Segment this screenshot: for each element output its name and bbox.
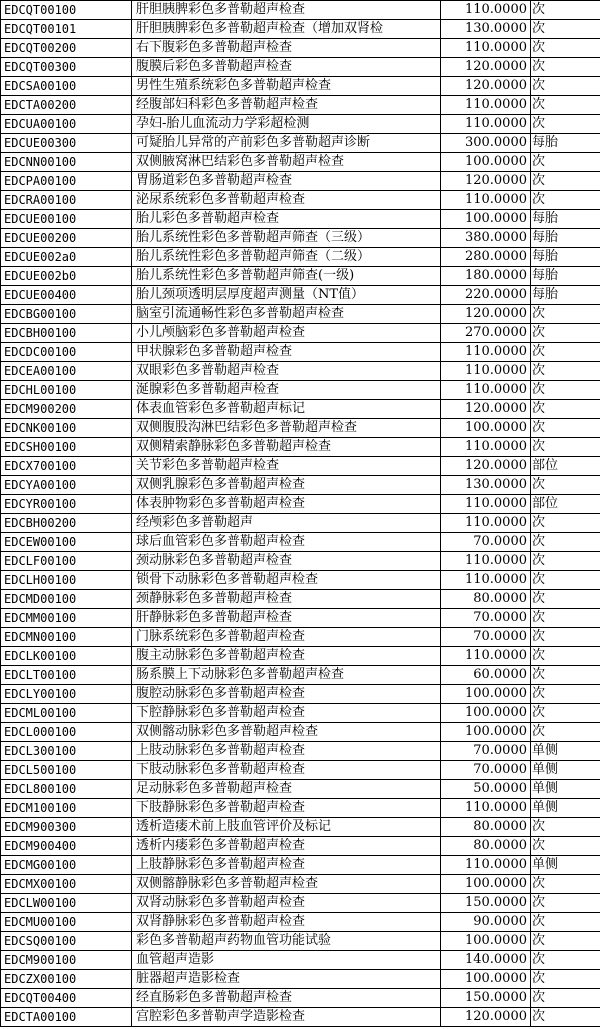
item-name-cell: 双侧乳腺彩色多普勒超声检查 [132, 476, 441, 495]
item-unit-cell: 每胎 [531, 248, 600, 267]
table-row [1, 552, 600, 571]
item-unit-cell: 次 [531, 39, 600, 58]
item-code-cell: EDCTA00100 [1, 1008, 132, 1027]
table-row [1, 894, 600, 913]
item-price-cell: 80.0000 [441, 818, 531, 837]
table-row [1, 1, 600, 20]
item-code-cell: EDCM900300 [1, 818, 132, 837]
item-unit-cell: 次 [531, 324, 600, 343]
item-unit-cell: 次 [531, 571, 600, 590]
item-price-cell: 120.0000 [441, 400, 531, 419]
item-price-cell: 100.0000 [441, 419, 531, 438]
item-unit-cell: 次 [531, 894, 600, 913]
table-row [1, 571, 600, 590]
item-name-cell: 胎儿系统性彩色多普勒超声筛查（三级） [132, 229, 441, 248]
table-row [1, 115, 600, 134]
item-price-cell: 60.0000 [441, 666, 531, 685]
item-name-cell: 宫腔彩色多普勒声学造影检查 [132, 1008, 441, 1027]
table-row [1, 58, 600, 77]
item-name-cell: 双侧精索静脉彩色多普勒超声检查 [132, 438, 441, 457]
item-price-cell: 110.0000 [441, 362, 531, 381]
item-code-cell: EDCSQ00100 [1, 932, 132, 951]
table-row [1, 818, 600, 837]
table-row [1, 191, 600, 210]
item-unit-cell: 次 [531, 58, 600, 77]
item-unit-cell: 次 [531, 172, 600, 191]
table-row [1, 400, 600, 419]
item-unit-cell: 每胎 [531, 134, 600, 153]
item-code-cell: EDCEA00100 [1, 362, 132, 381]
item-unit-cell: 次 [531, 153, 600, 172]
item-unit-cell: 次 [531, 115, 600, 134]
item-code-cell: EDCZX00100 [1, 970, 132, 989]
table-row [1, 951, 600, 970]
table-row [1, 989, 600, 1008]
item-unit-cell: 次 [531, 628, 600, 647]
item-name-cell: 彩色多普勒超声药物血管功能试验 [132, 932, 441, 951]
item-price-cell: 100.0000 [441, 875, 531, 894]
item-price-cell: 110.0000 [441, 514, 531, 533]
item-unit-cell: 次 [531, 20, 600, 39]
item-price-cell: 110.0000 [441, 115, 531, 134]
item-code-cell: EDCM900100 [1, 951, 132, 970]
item-price-cell: 100.0000 [441, 723, 531, 742]
item-unit-cell: 次 [531, 438, 600, 457]
item-code-cell: EDCMM00100 [1, 609, 132, 628]
table-row [1, 20, 600, 39]
item-code-cell: EDCMG00100 [1, 856, 132, 875]
item-price-cell: 110.0000 [441, 647, 531, 666]
item-unit-cell: 次 [531, 381, 600, 400]
item-unit-cell: 单侧 [531, 780, 600, 799]
table-row [1, 913, 600, 932]
item-price-cell: 120.0000 [441, 77, 531, 96]
item-name-cell: 胎儿颈项透明层厚度超声测量（NT值） [132, 286, 441, 305]
item-unit-cell: 次 [531, 932, 600, 951]
item-name-cell: 经直肠彩色多普勒超声检查 [132, 989, 441, 1008]
item-code-cell: EDCUE00400 [1, 286, 132, 305]
item-price-cell: 50.0000 [441, 780, 531, 799]
item-unit-cell: 次 [531, 1, 600, 20]
table-row [1, 590, 600, 609]
item-price-cell: 100.0000 [441, 704, 531, 723]
item-name-cell: 腹膜后彩色多普勒超声检查 [132, 58, 441, 77]
item-unit-cell: 部位 [531, 495, 600, 514]
table-row [1, 780, 600, 799]
item-unit-cell: 次 [531, 609, 600, 628]
table-row [1, 970, 600, 989]
item-code-cell: EDCSA00100 [1, 77, 132, 96]
item-price-cell: 70.0000 [441, 609, 531, 628]
item-price-cell: 110.0000 [441, 39, 531, 58]
item-unit-cell: 每胎 [531, 210, 600, 229]
item-name-cell: 血管超声造影 [132, 951, 441, 970]
item-name-cell: 腹主动脉彩色多普勒超声检查 [132, 647, 441, 666]
item-name-cell: 胎儿彩色多普勒超声检查 [132, 210, 441, 229]
item-code-cell: EDCUE00100 [1, 210, 132, 229]
item-code-cell: EDCX700100 [1, 457, 132, 476]
item-name-cell: 上肢动脉彩色多普勒超声检查 [132, 742, 441, 761]
item-code-cell: EDCRA00100 [1, 191, 132, 210]
item-code-cell: EDCM900200 [1, 400, 132, 419]
item-name-cell: 门脉系统彩色多普勒超声检查 [132, 628, 441, 647]
item-unit-cell: 次 [531, 590, 600, 609]
item-price-cell: 150.0000 [441, 989, 531, 1008]
item-code-cell: EDCUE00200 [1, 229, 132, 248]
item-name-cell: 肝静脉彩色多普勒超声检查 [132, 609, 441, 628]
item-price-cell: 120.0000 [441, 1008, 531, 1027]
item-unit-cell: 次 [531, 96, 600, 115]
item-code-cell: EDCLK00100 [1, 647, 132, 666]
item-price-cell: 280.0000 [441, 248, 531, 267]
table-row [1, 761, 600, 780]
item-unit-cell: 次 [531, 837, 600, 856]
item-code-cell: EDCBG00100 [1, 305, 132, 324]
item-code-cell: EDCUE002a0 [1, 248, 132, 267]
item-price-cell: 110.0000 [441, 552, 531, 571]
table-row [1, 799, 600, 818]
item-name-cell: 泌尿系统彩色多普勒超声检查 [132, 191, 441, 210]
item-unit-cell: 次 [531, 875, 600, 894]
table-row [1, 685, 600, 704]
item-unit-cell: 次 [531, 1008, 600, 1027]
item-code-cell: EDCTA00200 [1, 96, 132, 115]
table-row [1, 495, 600, 514]
item-name-cell: 胎儿系统性彩色多普勒超声筛查(一级) [132, 267, 441, 286]
item-price-cell: 100.0000 [441, 932, 531, 951]
table-row [1, 723, 600, 742]
table-row [1, 875, 600, 894]
table-row [1, 457, 600, 476]
item-unit-cell: 次 [531, 704, 600, 723]
table-row [1, 248, 600, 267]
item-code-cell: EDCQT00400 [1, 989, 132, 1008]
item-unit-cell: 次 [531, 818, 600, 837]
item-name-cell: 男性生殖系统彩色多普勒超声检查 [132, 77, 441, 96]
item-code-cell: EDCUE002b0 [1, 267, 132, 286]
item-name-cell: 脑室引流通畅性彩色多普勒超声检查 [132, 305, 441, 324]
item-name-cell: 上肢静脉彩色多普勒超声检查 [132, 856, 441, 875]
item-name-cell: 脏器超声造影检查 [132, 970, 441, 989]
item-name-cell: 关节彩色多普勒超声检查 [132, 457, 441, 476]
item-name-cell: 小儿颅脑彩色多普勒超声检查 [132, 324, 441, 343]
table-row [1, 609, 600, 628]
item-unit-cell: 每胎 [531, 267, 600, 286]
item-name-cell: 甲状腺彩色多普勒超声检查 [132, 343, 441, 362]
item-unit-cell: 次 [531, 77, 600, 96]
item-code-cell: EDCNN00100 [1, 153, 132, 172]
item-price-cell: 110.0000 [441, 1, 531, 20]
item-code-cell: EDCL500100 [1, 761, 132, 780]
item-price-cell: 270.0000 [441, 324, 531, 343]
item-name-cell: 可疑胎儿异常的产前彩色多普勒超声诊断 [132, 134, 441, 153]
table-row [1, 134, 600, 153]
table-row [1, 856, 600, 875]
table-row [1, 514, 600, 533]
table-row [1, 210, 600, 229]
item-price-cell: 70.0000 [441, 742, 531, 761]
item-code-cell: EDCML00100 [1, 704, 132, 723]
item-code-cell: EDCL800100 [1, 780, 132, 799]
item-price-cell: 140.0000 [441, 951, 531, 970]
item-unit-cell: 单侧 [531, 742, 600, 761]
table-row [1, 305, 600, 324]
table-row [1, 153, 600, 172]
item-name-cell: 双侧髂动脉彩色多普勒超声检查 [132, 723, 441, 742]
item-price-cell: 100.0000 [441, 153, 531, 172]
item-unit-cell: 次 [531, 970, 600, 989]
item-price-cell: 70.0000 [441, 533, 531, 552]
table-row [1, 704, 600, 723]
item-price-cell: 150.0000 [441, 894, 531, 913]
item-name-cell: 肝胆胰脾彩色多普勒超声检查（增加双肾检 [132, 20, 441, 39]
table-row [1, 324, 600, 343]
item-code-cell: EDCL000100 [1, 723, 132, 742]
table-row [1, 362, 600, 381]
item-code-cell: EDCM100100 [1, 799, 132, 818]
item-name-cell: 经腹部妇科彩色多普勒超声检查 [132, 96, 441, 115]
item-price-cell: 110.0000 [441, 571, 531, 590]
item-code-cell: EDCMX00100 [1, 875, 132, 894]
item-code-cell: EDCL300100 [1, 742, 132, 761]
item-code-cell: EDCNK00100 [1, 419, 132, 438]
item-code-cell: EDCPA00100 [1, 172, 132, 191]
item-unit-cell: 次 [531, 723, 600, 742]
table-row [1, 172, 600, 191]
item-code-cell: EDCLF00100 [1, 552, 132, 571]
item-price-cell: 110.0000 [441, 381, 531, 400]
item-name-cell: 颈静脉彩色多普勒超声检查 [132, 590, 441, 609]
item-price-cell: 70.0000 [441, 761, 531, 780]
item-unit-cell: 次 [531, 343, 600, 362]
item-unit-cell: 次 [531, 989, 600, 1008]
item-price-cell: 120.0000 [441, 172, 531, 191]
item-name-cell: 下腔静脉彩色多普勒超声检查 [132, 704, 441, 723]
table-row [1, 419, 600, 438]
item-name-cell: 双侧髂静脉彩色多普勒超声检查 [132, 875, 441, 894]
item-price-cell: 110.0000 [441, 343, 531, 362]
item-code-cell: EDCQT00300 [1, 58, 132, 77]
item-code-cell: EDCMU00100 [1, 913, 132, 932]
item-unit-cell: 次 [531, 685, 600, 704]
item-code-cell: EDCBH00100 [1, 324, 132, 343]
item-unit-cell: 每胎 [531, 229, 600, 248]
item-code-cell: EDCSH00100 [1, 438, 132, 457]
item-name-cell: 体表肿物彩色多普勒超声检查 [132, 495, 441, 514]
item-name-cell: 下肢动脉彩色多普勒超声检查 [132, 761, 441, 780]
table-row [1, 229, 600, 248]
item-code-cell: EDCLT00100 [1, 666, 132, 685]
item-code-cell: EDCBH00200 [1, 514, 132, 533]
item-name-cell: 体表血管彩色多普勒超声标记 [132, 400, 441, 419]
item-name-cell: 双肾静脉彩色多普勒超声检查 [132, 913, 441, 932]
item-unit-cell: 单侧 [531, 856, 600, 875]
item-code-cell: EDCLW00100 [1, 894, 132, 913]
item-price-cell: 110.0000 [441, 495, 531, 514]
table-row [1, 39, 600, 58]
item-name-cell: 经颅彩色多普勒超声 [132, 514, 441, 533]
item-name-cell: 孕妇-胎儿血流动力学彩超检测 [132, 115, 441, 134]
item-price-cell: 90.0000 [441, 913, 531, 932]
item-unit-cell: 次 [531, 666, 600, 685]
price-table-body [1, 1, 600, 1027]
item-name-cell: 胃肠道彩色多普勒超声检查 [132, 172, 441, 191]
item-code-cell: EDCUA00100 [1, 115, 132, 134]
item-unit-cell: 次 [531, 400, 600, 419]
item-unit-cell: 次 [531, 419, 600, 438]
item-unit-cell: 次 [531, 514, 600, 533]
table-row [1, 666, 600, 685]
item-price-cell: 80.0000 [441, 590, 531, 609]
item-unit-cell: 次 [531, 476, 600, 495]
item-code-cell: EDCYA00100 [1, 476, 132, 495]
item-price-cell: 100.0000 [441, 970, 531, 989]
item-name-cell: 双侧腹股沟淋巴结彩色多普勒超声检查 [132, 419, 441, 438]
item-price-cell: 130.0000 [441, 20, 531, 39]
item-code-cell: EDCHL00100 [1, 381, 132, 400]
item-name-cell: 透析内瘘彩色多普勒超声检查 [132, 837, 441, 856]
item-unit-cell: 次 [531, 362, 600, 381]
item-unit-cell: 次 [531, 552, 600, 571]
item-name-cell: 涎腺彩色多普勒超声检查 [132, 381, 441, 400]
item-name-cell: 肝胆胰脾彩色多普勒超声检查 [132, 1, 441, 20]
item-name-cell: 肠系膜上下动脉彩色多普勒超声检查 [132, 666, 441, 685]
table-row [1, 77, 600, 96]
item-name-cell: 球后血管彩色多普勒超声检查 [132, 533, 441, 552]
item-code-cell: EDCMD00100 [1, 590, 132, 609]
item-name-cell: 透析造瘘术前上肢血管评价及标记 [132, 818, 441, 837]
item-name-cell: 双眼彩色多普勒超声检查 [132, 362, 441, 381]
table-row [1, 533, 600, 552]
item-name-cell: 双肾动脉彩色多普勒超声检查 [132, 894, 441, 913]
item-price-cell: 110.0000 [441, 799, 531, 818]
item-price-cell: 110.0000 [441, 438, 531, 457]
item-unit-cell: 部位 [531, 457, 600, 476]
table-row [1, 1008, 600, 1027]
item-price-cell: 120.0000 [441, 58, 531, 77]
item-code-cell: EDCLY00100 [1, 685, 132, 704]
item-code-cell: EDCQT00101 [1, 20, 132, 39]
item-unit-cell: 次 [531, 191, 600, 210]
item-unit-cell: 次 [531, 951, 600, 970]
item-code-cell: EDCQT00200 [1, 39, 132, 58]
item-price-cell: 110.0000 [441, 856, 531, 875]
item-name-cell: 锁骨下动脉彩色多普勒超声检查 [132, 571, 441, 590]
item-code-cell: EDCUE00300 [1, 134, 132, 153]
item-price-cell: 80.0000 [441, 837, 531, 856]
table-row [1, 837, 600, 856]
table-row [1, 286, 600, 305]
item-unit-cell: 次 [531, 305, 600, 324]
item-price-cell: 110.0000 [441, 191, 531, 210]
item-name-cell: 下肢静脉彩色多普勒超声检查 [132, 799, 441, 818]
item-code-cell: EDCDC00100 [1, 343, 132, 362]
item-price-cell: 300.0000 [441, 134, 531, 153]
item-code-cell: EDCEW00100 [1, 533, 132, 552]
table-row [1, 647, 600, 666]
item-name-cell: 颈动脉彩色多普勒超声检查 [132, 552, 441, 571]
table-row [1, 96, 600, 115]
item-price-cell: 120.0000 [441, 457, 531, 476]
table-row [1, 381, 600, 400]
item-unit-cell: 单侧 [531, 761, 600, 780]
item-unit-cell: 单侧 [531, 799, 600, 818]
item-price-cell: 70.0000 [441, 628, 531, 647]
item-name-cell: 腹腔动脉彩色多普勒超声检查 [132, 685, 441, 704]
table-row [1, 742, 600, 761]
item-unit-cell: 次 [531, 647, 600, 666]
item-unit-cell: 次 [531, 913, 600, 932]
item-code-cell: EDCLH00100 [1, 571, 132, 590]
item-price-cell: 380.0000 [441, 229, 531, 248]
item-name-cell: 右下腹彩色多普勒超声检查 [132, 39, 441, 58]
item-code-cell: EDCQT00100 [1, 1, 132, 20]
item-code-cell: EDCYR00100 [1, 495, 132, 514]
item-price-cell: 100.0000 [441, 685, 531, 704]
table-row [1, 628, 600, 647]
table-row [1, 476, 600, 495]
table-row [1, 343, 600, 362]
item-name-cell: 胎儿系统性彩色多普勒超声筛查（二级） [132, 248, 441, 267]
item-name-cell: 足动脉彩色多普勒超声检查 [132, 780, 441, 799]
item-code-cell: EDCMN00100 [1, 628, 132, 647]
item-code-cell: EDCM900400 [1, 837, 132, 856]
item-unit-cell: 每胎 [531, 286, 600, 305]
item-price-cell: 100.0000 [441, 210, 531, 229]
table-row [1, 438, 600, 457]
item-price-cell: 220.0000 [441, 286, 531, 305]
item-price-cell: 180.0000 [441, 267, 531, 286]
item-price-cell: 120.0000 [441, 305, 531, 324]
table-row [1, 267, 600, 286]
item-price-cell: 110.0000 [441, 96, 531, 115]
item-price-cell: 130.0000 [441, 476, 531, 495]
table-row [1, 932, 600, 951]
item-name-cell: 双侧腋窝淋巴结彩色多普勒超声检查 [132, 153, 441, 172]
item-unit-cell: 次 [531, 533, 600, 552]
